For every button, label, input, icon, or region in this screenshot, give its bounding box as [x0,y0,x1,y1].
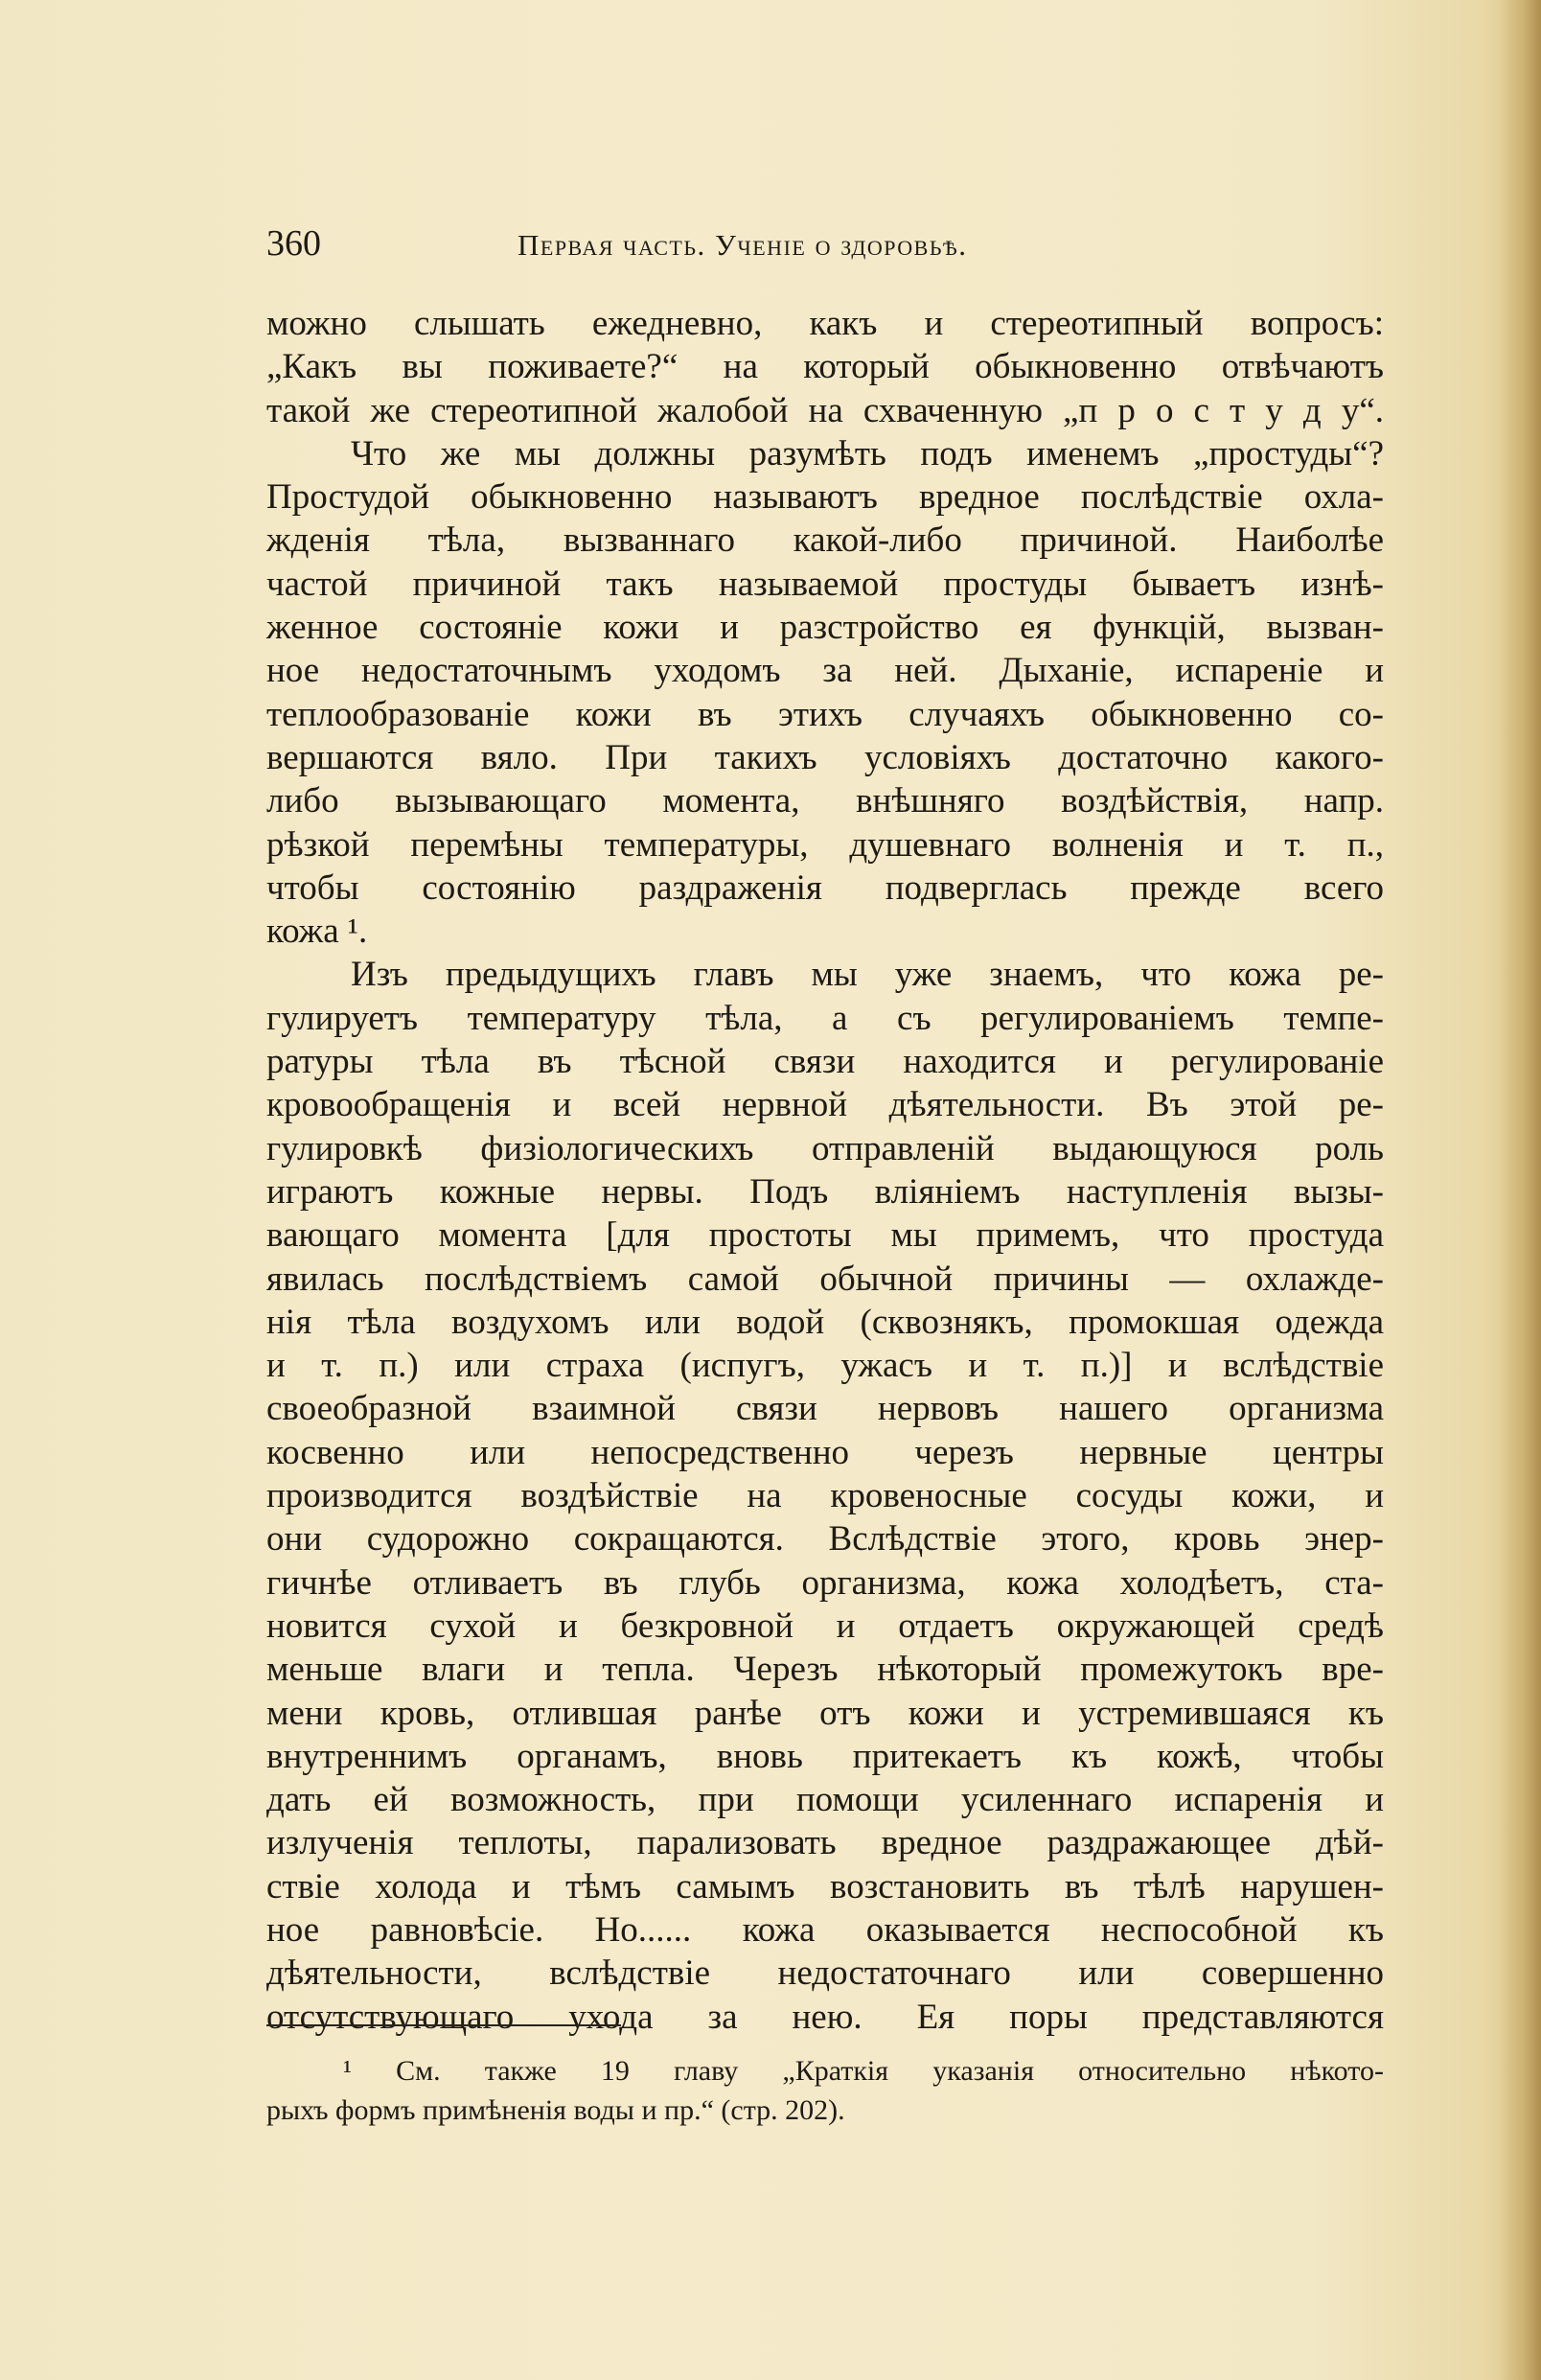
body-text [266,302,1384,2039]
text-line: либо вызывающаго момента, внѣшняго воздѣйствія, напр. [266,781,1384,821]
text-line: Простудой обыкновенно называютъ вредное послѣдствіе охла- [266,477,1384,518]
text-line: косвенно или непосредственно черезъ нервные центры [266,1432,1384,1472]
text-line: внутреннимъ органамъ, вновь притекаетъ къ кожѣ, чтобы [266,1736,1384,1776]
text-line: кожа ¹. [266,912,368,952]
text-line: и т. п.) или страха (испугъ, ужасъ и т. п.)] и вслѣдствіе [266,1346,1384,1386]
text-line: гулируетъ температуру тѣла, а съ регулированіемъ темпе- [266,998,1384,1038]
text-line: они судорожно сокращаются. Вслѣдствіе этого, кровь энер- [266,1519,1384,1560]
text-line: дать ей возможность, при помощи усиленнаго испаренія и [266,1780,1384,1820]
page-number: 360 [266,223,321,264]
text-line: вающаго момента [для простоты мы примемъ, что простуда [266,1215,1384,1256]
text-line: нія тѣла воздухомъ или водой (сквознякъ, промокшая одежда [266,1302,1384,1342]
running-head: Первая часть. Ученіе о здоровьѣ. [518,228,968,262]
page-header [266,222,1397,270]
text-line: ратуры тѣла въ тѣсной связи находится и регулированіе [266,1042,1384,1082]
text-line: гичнѣе отливаетъ въ глубь организма, кожа холодѣетъ, ста- [266,1562,1384,1603]
footnote-divider [266,2024,621,2026]
text-line: женное состояніе кожи и разстройство ея функцій, вызван- [266,608,1384,648]
text-line: меньше влаги и тепла. Черезъ нѣкоторый промежутокъ вре- [266,1650,1384,1690]
text-line: кровообращенія и всей нервной дѣятельности. Въ этой ре- [266,1085,1384,1125]
text-line: ное равновѣсіе. Но...... кожа оказывается неспособной къ [266,1909,1384,1950]
text-line: вершаются вяло. При такихъ условіяхъ достаточно какого- [266,737,1384,777]
text-line: производится воздѣйствіе на кровеносные сосуды кожи, и [266,1476,1384,1516]
text-line: новится сухой и безкровной и отдаетъ окружающей средѣ [266,1606,1384,1646]
footnote-line: рыхъ формъ примѣненія воды и пр.“ (стр. 202). [266,2094,845,2126]
text-line: излученія теплоты, парализовать вредное раздражающее дѣй- [266,1823,1384,1863]
text-line: такой же стереотипной жалобой на схваченную „п р о с т у д у“. [266,390,1384,430]
text-line: мени кровь, отлившая ранѣе отъ кожи и устремившаяся къ [266,1693,1384,1733]
text-line: теплообразованіе кожи въ этихъ случаяхъ обыкновенно со- [266,694,1384,734]
text-line: Что же мы должны разумѣть подъ именемъ „простуды“? [351,433,1384,474]
text-line: ствіе холода и тѣмъ самымъ возстановить въ тѣлѣ нарушен- [266,1866,1384,1906]
footnote [266,2051,1384,2130]
text-line: „Какъ вы поживаете?“ на который обыкновенно отвѣчаютъ [266,347,1384,387]
text-line: гулировкѣ физіологическихъ отправленій выдающуюся роль [266,1128,1384,1168]
text-line: частой причиной такъ называемой простуды бываетъ изнѣ- [266,564,1384,604]
text-line: рѣзкой перемѣны температуры, душевнаго волненія и т. п., [266,824,1384,865]
text-line: своеобразной взаимной связи нервовъ нашего организма [266,1389,1384,1429]
text-line: явилась послѣдствіемъ самой обычной причины — охлажде- [266,1259,1384,1299]
text-line: отсутствующаго ухода за нею. Ея поры представляются [266,1997,1384,2037]
text-line: ное недостаточнымъ уходомъ за ней. Дыханіе, испареніе и [266,651,1384,691]
text-line: чтобы состоянію раздраженія подверглась прежде всего [266,867,1384,908]
text-line: можно слышать ежедневно, какъ и стереотипный вопросъ: [266,304,1384,343]
page-edge-shadow [1499,0,1541,2380]
text-line: Изъ предыдущихъ главъ мы уже знаемъ, что кожа ре- [351,955,1384,995]
footnote-line: ¹ См. также 19 главу „Краткія указанія относительно нѣкото- [343,2055,1384,2087]
text-line: играютъ кожные нервы. Подъ вліяніемъ наступленія вызы- [266,1171,1384,1212]
text-line: жденія тѣла, вызваннаго какой-либо причиной. Наиболѣе [266,520,1384,561]
text-line: дѣятельности, вслѣдствіе недостаточнаго или совершенно [266,1953,1384,1994]
